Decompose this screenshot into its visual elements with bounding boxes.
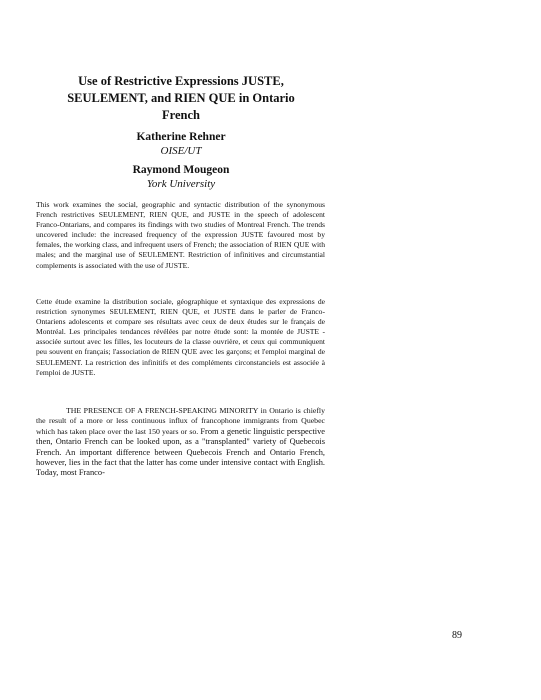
page-number: 89: [452, 630, 462, 641]
author-block-2: [60, 163, 302, 191]
body-text-part-1: THE PRESENCE OF A FRENCH-SPEAKING MINORITY in Ontario is chiefly the result of a more or less continuous influx of francophone immigrants from Quebec which has taken place over the last 150 years or so.: [36, 406, 325, 436]
body-paragraph: [36, 406, 325, 479]
author-affiliation: York University: [146, 178, 216, 190]
abstract-english: This work examines the social, geographic and syntactic distribution of the synonymous French restrictives SEULEMENT, RIEN QUE, and JUSTE in the speech of adolescent Franco-Ontarians, and compares its findings with two studies of Montreal French. The trends uncovered include: the increased frequency of the expression JUSTE favoured most by females, the working class, and infrequent users of French; the association of RIEN QUE with males; and the marginal use of SEULEMENT. Restriction of infinitives and circumstantial complements is associated with the use of JUSTE.: [36, 200, 325, 270]
body-text-part-2: From a genetic linguistic perspective then, Ontario French can be looked upon, as a "transplanted" variety of Quebecois French. An important difference between Quebecois French and Ontario French, however, lies in the fact that the latter has come under intensive contact with English. Today, most Franco-: [36, 426, 326, 478]
author-block-1: [60, 130, 302, 158]
abstract-french: Cette étude examine la distribution sociale, géographique et syntaxique des expressions de restriction synonymes SEULEMENT, RIEN QUE, et JUSTE dans le parler de Franco-Ontariens adolescents et compare ses résultats avec ceux de deux études sur le français de Montréal. Les principales tendances révélées par notre étude sont: la montée de JUSTE - associée surtout avec les filles, les locuteurs de la classe ouvrière, et ceux qui communiquent peu souvent en français; l'association de RIEN QUE avec les garçons; et l'emploi marginal de SEULEMENT. La restriction des infinitifs et des compléments circonstanciels est associée à l'emploi de JUSTE.: [36, 297, 325, 377]
author-affiliation: OISE/UT: [160, 145, 202, 157]
author-name: Raymond Mougeon: [132, 164, 230, 176]
paper-title: Use of Restrictive Expressions JUSTE, SEULEMENT, and RIEN QUE in Ontario French: [67, 74, 295, 122]
author-name: Katherine Rehner: [136, 131, 226, 143]
